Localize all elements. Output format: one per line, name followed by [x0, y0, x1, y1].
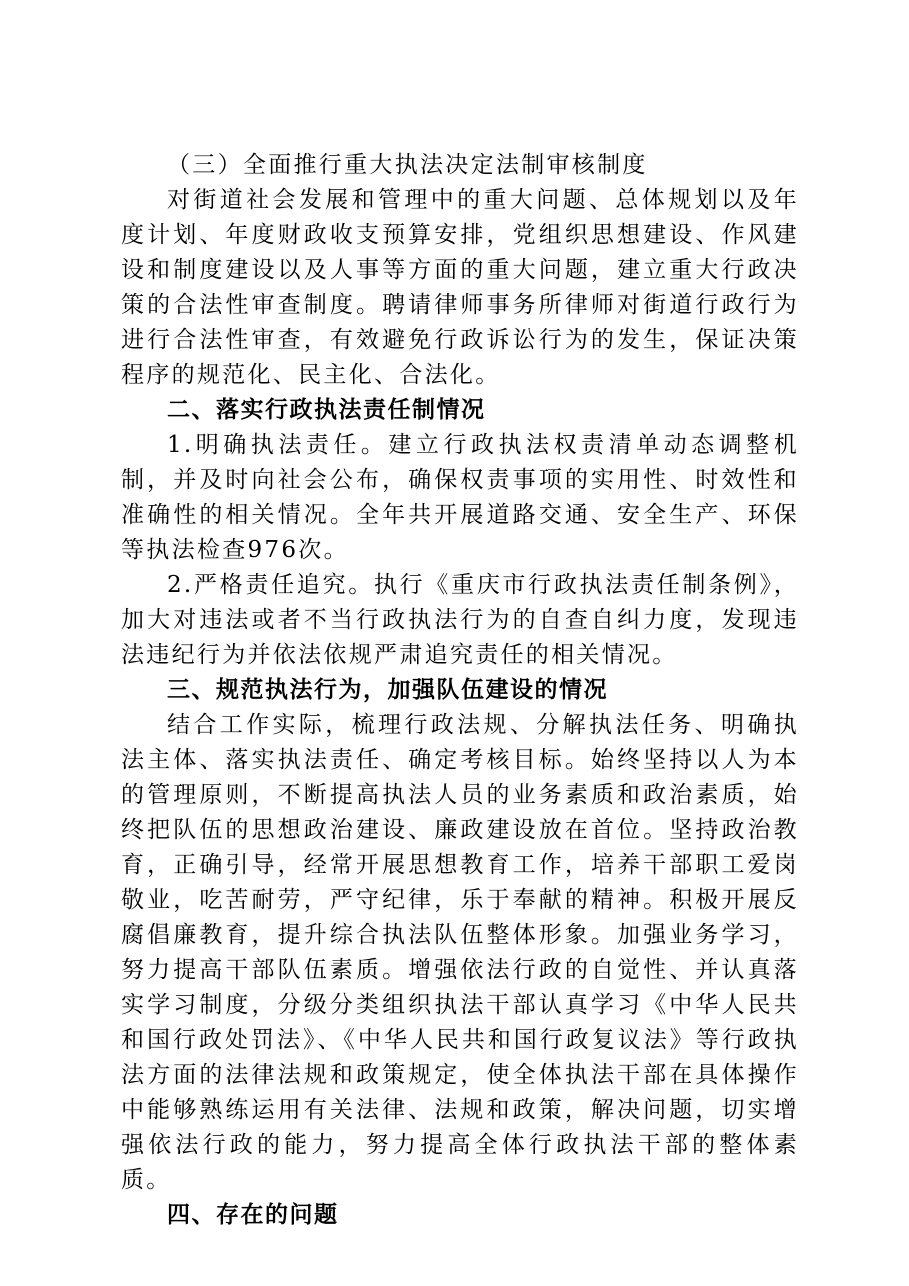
section-heading-team-building: 三、规范执法行为，加强队伍建设的情况 [167, 677, 608, 703]
paragraph-clarify-responsibility: 1.明确执法责任。建立行政执法权责清单动态调整机制，并及时向社会公布，确保权责事项的实用性、时效性和准确性的相关情况。全年共开展道路交通、安全生产、环保等执法检查976次。 [121, 432, 799, 563]
subsection-heading-legal-review: （三）全面推行重大执法决定法制审核制度 [167, 152, 648, 178]
paragraph-accountability: 2.严格责任追究。执行《重庆市行政执法责任制条例》，加大对违法或者不当行政执法行为的自查自纠力度，发现违法违纪行为并依法依规严肃追究责任的相关情况。 [121, 572, 799, 668]
paragraph-team-building: 结合工作实际，梳理行政法规、分解执法任务、明确执法主体、落实执法责任、确定考核目标。始终坚持以人为本的管理原则，不断提高执法人员的业务素质和政治素质，始终把队伍的思想政治建设、廉政建设放在首位。坚持政治教育，正确引导，经常开展思想教育工作，培养干部职工爱岗敬业，吃苦耐劳，严守纪律，乐于奉献的精神。积极开展反腐倡廉教育，提升综合执法队伍整体形象。加强业务学习，努力提高干部队伍素质。增强依法行政的自觉性、并认真落实学习制度，分级分类组织执法干部认真学习《中华人民共和国行政处罚法》、《中华人民共和国行政复议法》等行政执法方面的法律法规和政策规定，使全体执法干部在具体操作中能够熟练运用有关法律、法规和政策，解决问题，切实增强依法行政的能力，努力提高全体行政执法干部的整体素质。 [121, 712, 799, 1193]
paragraph-legal-review: 对街道社会发展和管理中的重大问题、总体规划以及年度计划、年度财政收支预算安排，党组织思想建设、作风建设和制度建设以及人事等方面的重大问题，建立重大行政决策的合法性审查制度。聘请律师事务所律师对街道行政行为进行合法性审查，有效避免行政诉讼行为的发生，保证决策程序的规范化、民主化、合法化。 [121, 187, 799, 388]
document-body [121, 148, 799, 1233]
section-heading-problems: 四、存在的问题 [167, 1202, 339, 1228]
section-heading-responsibility: 二、落实行政执法责任制情况 [167, 397, 486, 423]
